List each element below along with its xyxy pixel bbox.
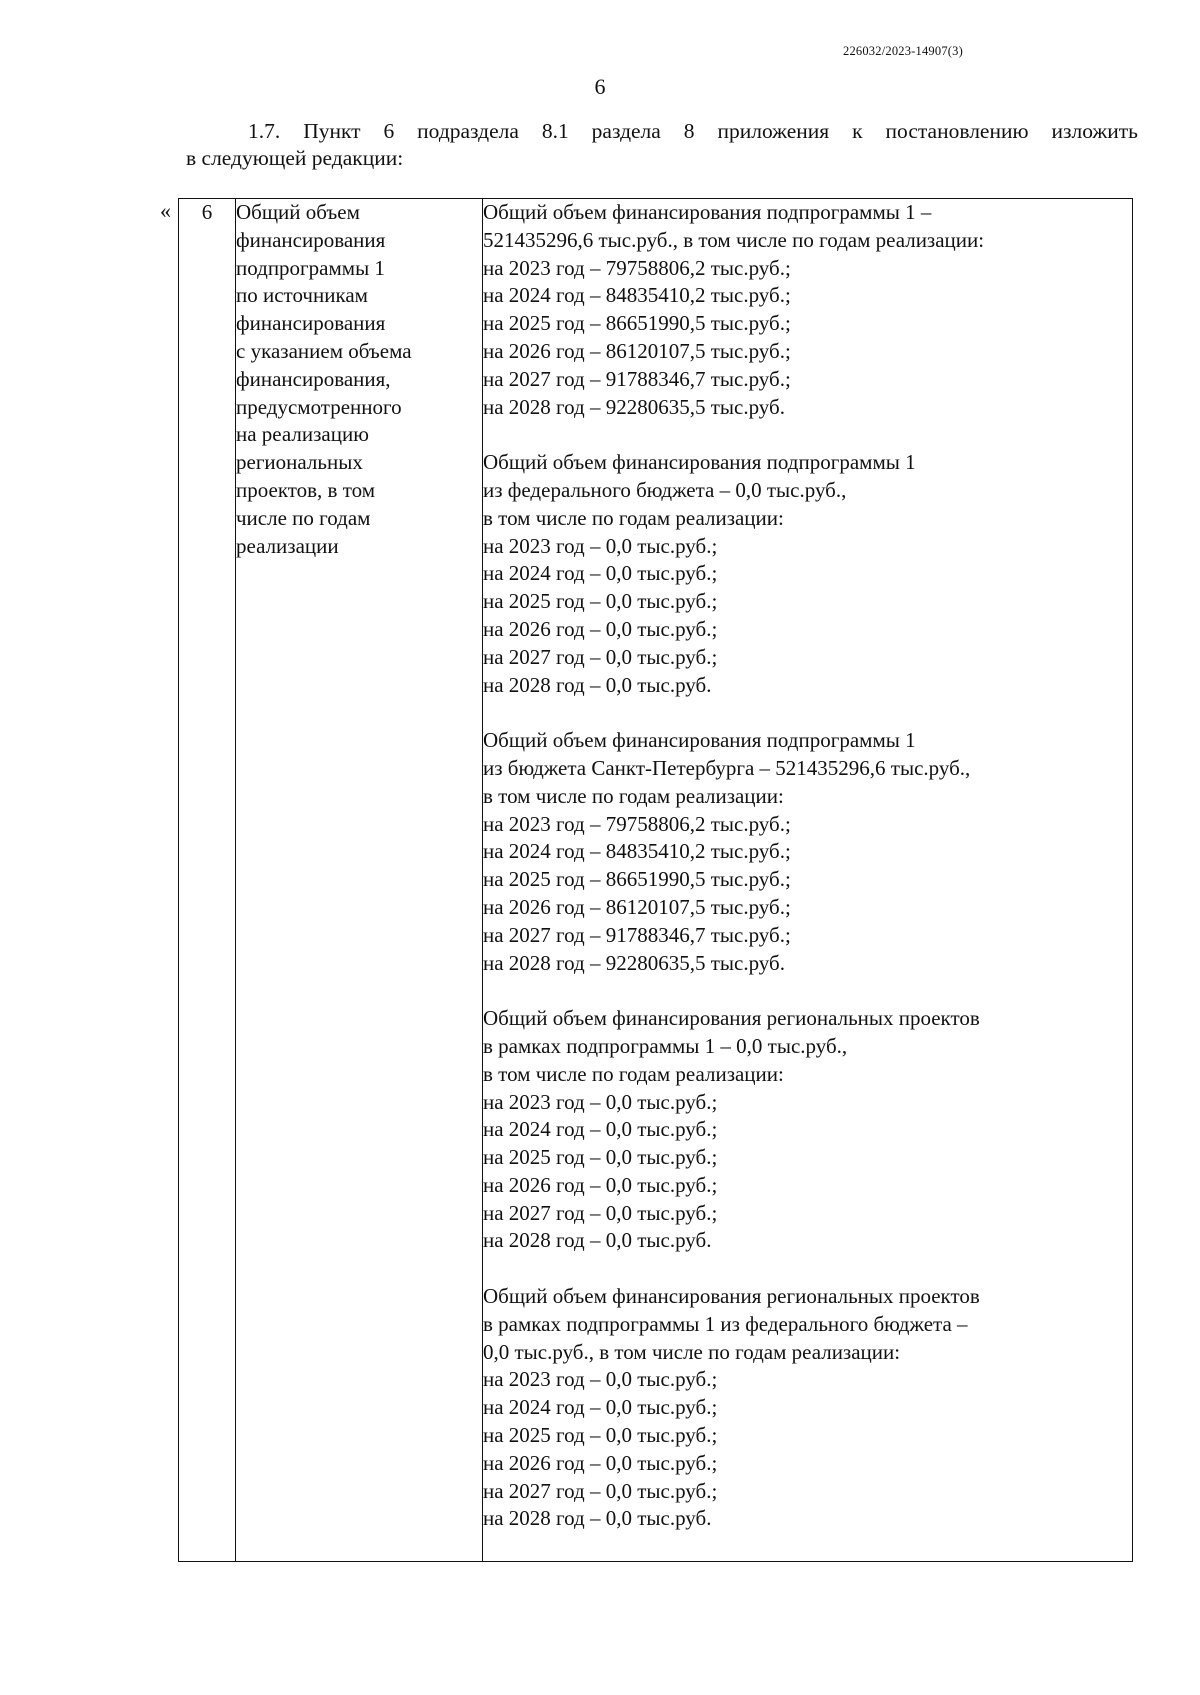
financing-line: на 2028 год – 0,0 тыс.руб.: [483, 1228, 712, 1253]
financing-line: на 2025 год – 86651990,5 тыс.руб.;: [483, 867, 791, 892]
financing-line: 521435296,6 тыс.руб., в том числе по годам реализации:: [483, 227, 985, 252]
label-line: предусмотренного: [236, 394, 402, 419]
financing-block: [483, 727, 1132, 977]
financing-line: на 2026 год – 0,0 тыс.руб.;: [483, 616, 718, 641]
financing-line: на 2023 год – 79758806,2 тыс.руб.;: [483, 255, 791, 280]
financing-line: на 2023 год – 0,0 тыс.руб.;: [483, 1089, 718, 1114]
label-line: реализации: [236, 533, 339, 558]
financing-line: на 2026 год – 0,0 тыс.руб.;: [483, 1172, 718, 1197]
financing-line: Общий объем финансирования подпрограммы 1 –: [483, 200, 932, 224]
label-line: финансирования: [236, 227, 386, 252]
financing-line: в рамках подпрограммы 1 из федерального бюджета –: [483, 1311, 968, 1336]
financing-line: на 2028 год – 92280635,5 тыс.руб.: [483, 950, 785, 975]
financing-line: на 2023 год – 79758806,2 тыс.руб.;: [483, 811, 791, 836]
financing-line: на 2024 год – 84835410,2 тыс.руб.;: [483, 283, 791, 308]
financing-line: из бюджета Санкт-Петербурга – 521435296,6 тыс.руб.,: [483, 755, 971, 780]
financing-line: на 2026 год – 86120107,5 тыс.руб.;: [483, 894, 791, 919]
intro-line-2: в следующей редакции:: [186, 146, 404, 170]
row-number-cell: [179, 199, 236, 1562]
financing-line: на 2027 год – 0,0 тыс.руб.;: [483, 644, 718, 669]
label-line: финансирования: [236, 311, 386, 336]
label-line: числе по годам: [236, 505, 371, 530]
financing-line: на 2023 год – 0,0 тыс.руб.;: [483, 533, 718, 558]
label-line: с указанием объема: [236, 338, 412, 363]
table-row: [179, 199, 1133, 1562]
financing-line: на 2028 год – 92280635,5 тыс.руб.: [483, 394, 785, 419]
financing-line: на 2024 год – 0,0 тыс.руб.;: [483, 1117, 718, 1142]
financing-line: 0,0 тыс.руб., в том числе по годам реализации:: [483, 1339, 901, 1364]
financing-line: на 2025 год – 86651990,5 тыс.руб.;: [483, 311, 791, 336]
financing-block: [483, 199, 1132, 421]
financing-line: на 2028 год – 0,0 тыс.руб.: [483, 1506, 712, 1531]
financing-line: на 2025 год – 0,0 тыс.руб.;: [483, 589, 718, 614]
financing-line: на 2028 год – 0,0 тыс.руб.: [483, 672, 712, 697]
financing-line: в рамках подпрограммы 1 – 0,0 тыс.руб.,: [483, 1033, 848, 1058]
financing-line: на 2026 год – 0,0 тыс.руб.;: [483, 1450, 718, 1475]
row-number: 6: [201, 200, 213, 224]
financing-line: на 2023 год – 0,0 тыс.руб.;: [483, 1367, 718, 1392]
financing-block: [483, 1283, 1132, 1533]
financing-line: на 2027 год – 0,0 тыс.руб.;: [483, 1200, 718, 1225]
label-line: региональных: [236, 450, 363, 475]
label-line: Общий объем: [236, 200, 360, 224]
financing-line: из федерального бюджета – 0,0 тыс.руб.,: [483, 477, 847, 502]
page-number: 6: [594, 74, 606, 99]
financing-line: на 2024 год – 0,0 тыс.руб.;: [483, 561, 718, 586]
intro-line-1: 1.7. Пункт 6 подраздела 8.1 раздела 8 приложения к постановлению изложить: [248, 119, 1138, 143]
financing-line: на 2024 год – 84835410,2 тыс.руб.;: [483, 839, 791, 864]
row-content-cell: [483, 199, 1133, 1562]
financing-line: на 2026 год – 86120107,5 тыс.руб.;: [483, 338, 791, 363]
label-line: проектов, в том: [236, 477, 376, 502]
financing-line: в том числе по годам реализации:: [483, 505, 784, 530]
label-line: на реализацию: [236, 422, 369, 447]
financing-line: на 2024 год – 0,0 тыс.руб.;: [483, 1395, 718, 1420]
label-line: по источникам: [236, 283, 368, 308]
financing-line: на 2027 год – 0,0 тыс.руб.;: [483, 1478, 718, 1503]
financing-line: Общий объем финансирования региональных проектов: [483, 1006, 980, 1031]
financing-line: в том числе по годам реализации:: [483, 783, 784, 808]
financing-line: на 2025 год – 0,0 тыс.руб.;: [483, 1423, 718, 1448]
document-id: 226032/2023-14907(3): [843, 44, 963, 58]
row-label-cell: [236, 199, 483, 1562]
financing-line: на 2027 год – 91788346,7 тыс.руб.;: [483, 366, 791, 391]
financing-block: [483, 449, 1132, 699]
financing-line: Общий объем финансирования региональных проектов: [483, 1284, 980, 1309]
opening-quote-mark: «: [160, 198, 171, 223]
financing-line: Общий объем финансирования подпрограммы 1: [483, 728, 916, 753]
financing-line: на 2027 год – 91788346,7 тыс.руб.;: [483, 922, 791, 947]
financing-line: в том числе по годам реализации:: [483, 1061, 784, 1086]
financing-line: на 2025 год – 0,0 тыс.руб.;: [483, 1145, 718, 1170]
financing-line: Общий объем финансирования подпрограммы 1: [483, 450, 916, 475]
label-line: финансирования,: [236, 366, 391, 391]
financing-block: [483, 1005, 1132, 1255]
intro-paragraph: [186, 118, 1138, 172]
label-line: подпрограммы 1: [236, 255, 385, 280]
financing-table: [178, 198, 1133, 1562]
